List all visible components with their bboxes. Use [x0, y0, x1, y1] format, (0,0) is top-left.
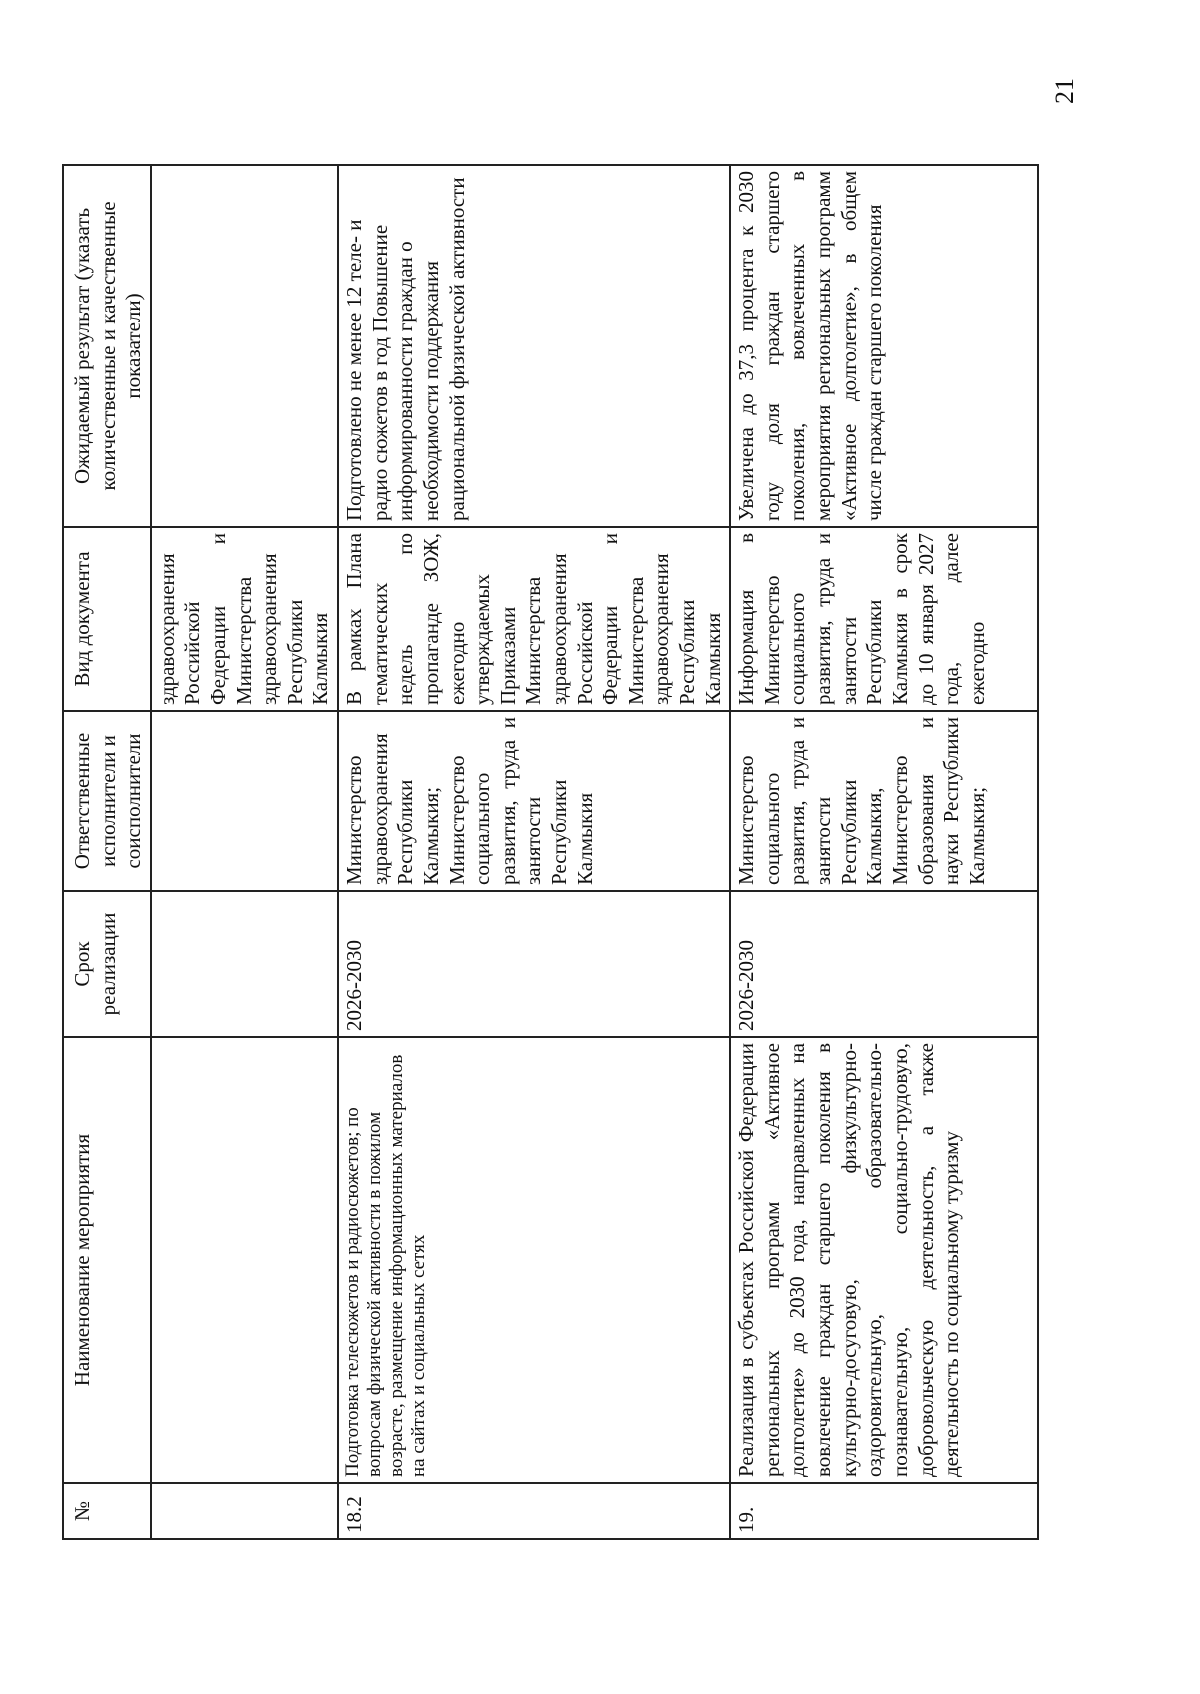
- table-header-row: [63, 165, 151, 1539]
- table-row: [151, 165, 338, 1539]
- cell-name: [151, 1037, 338, 1483]
- cell-term: 2026-2030: [338, 891, 730, 1037]
- header-term: Срок реализации: [63, 891, 151, 1037]
- header-doc-type: Вид документа: [63, 527, 151, 711]
- cell-executors: Министерство социального развития, труда и занятости Республики Калмыкия, Министерство образования и науки Республики Калмыкия;: [730, 711, 1038, 891]
- cell-doc-type: В рамках Плана тематических недель по пропаганде ЗОЖ, ежегодно утверждаемых Приказами Министерства здравоохранения Российской Федерации и Министерства здравоохранения Республики Калмыкия: [338, 527, 730, 711]
- cell-result: Увеличена до 37,3 процента к 2030 году доля граждан старшего поколения, вовлеченных в мероприятия региональных программ «Активное долголетие», в общем числе граждан старшего поколения: [730, 165, 1038, 527]
- cell-term: [151, 891, 338, 1037]
- page-number: 21: [1050, 78, 1079, 104]
- cell-result: [151, 165, 338, 527]
- cell-result: Подготовлено не менее 12 теле- и радио сюжетов в год Повышение информированности граждан о необходимости поддержания рациональной физической активности: [338, 165, 730, 527]
- cell-executors: Министерство здравоохранения Республики Калмыкия; Министерство социального развития, труда и занятости Республики Калмыкия: [338, 711, 730, 891]
- header-result: Ожидаемый результат (указать количественные и качественные показатели): [63, 165, 151, 527]
- cell-num: 19.: [730, 1483, 1038, 1539]
- cell-term: 2026-2030: [730, 891, 1038, 1037]
- cell-num: 18.2: [338, 1483, 730, 1539]
- table-row: [730, 165, 1038, 1539]
- table-row: [338, 165, 730, 1539]
- cell-doc-type: здравоохранения Российской Федерации и Министерства здравоохранения Республики Калмыкия: [151, 527, 338, 711]
- header-num: №: [63, 1483, 151, 1539]
- cell-num: [151, 1483, 338, 1539]
- cell-name: Подготовка телесюжетов и радиосюжетов; по вопросам физической активности в пожилом возрасте, размещение информационных материалов на сайтах и социальных сетях: [338, 1037, 730, 1483]
- cell-name: Реализация в субъектах Российской Федерации региональных программ «Активное долголетие» до 2030 года, направленных на вовлечение граждан старшего поколения в культурно-досуговую, физкультурно-оздоровительную, образовательно-познавательную, социально-трудовую, добровольческую деятельность, а также деятельность по социальному туризму: [730, 1037, 1038, 1483]
- measures-table: [62, 164, 1039, 1540]
- header-executors: Ответственные исполнители и соисполнители: [63, 711, 151, 891]
- cell-executors: [151, 711, 338, 891]
- cell-doc-type: Информация в Министерство социального развития, труда и занятости Республики Калмыкия в срок до 10 января 2027 года, далее ежегодно: [730, 527, 1038, 711]
- header-name: Наименование мероприятия: [63, 1037, 151, 1483]
